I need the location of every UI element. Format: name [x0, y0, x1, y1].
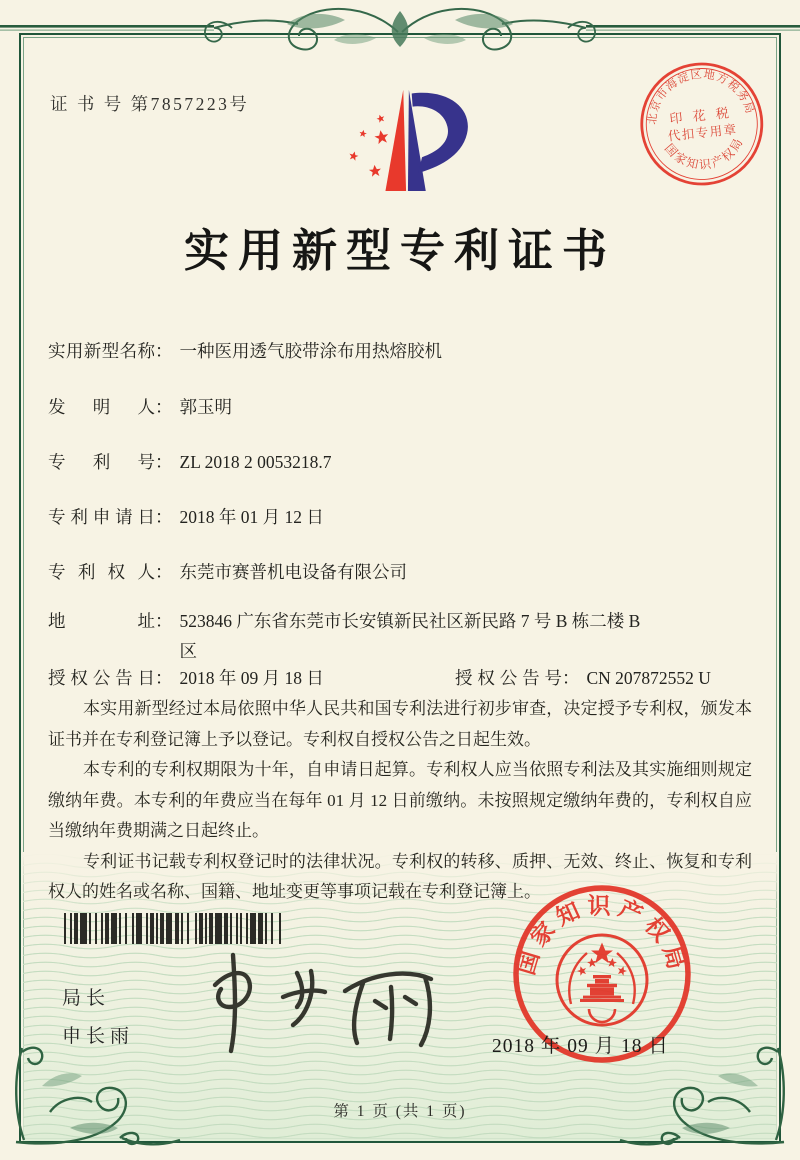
director-title: 局长 [62, 988, 111, 1009]
barcode-gap [281, 913, 283, 944]
field-label: 授权公告日 [48, 668, 155, 688]
tax-stamp-arc-bottom: 国家知识产权局 [661, 134, 747, 173]
field-label: 发明人 [48, 397, 155, 417]
field-utility-model-name [48, 336, 758, 366]
field-value: 523846 广东省东莞市长安镇新民社区新民路 7 号 B 栋二楼 B 区 [179, 611, 641, 661]
national-emblem [557, 935, 647, 1025]
field-colon: ： [155, 452, 173, 472]
field-patent-number [48, 447, 758, 477]
field-grant-number [455, 663, 711, 693]
paragraph-grant: 本实用新型经过本局依照中华人民共和国专利法进行初步审查，决定授予专利权，颁发本证书并在专利登记簿上予以登记。专利权自授权公告之日起生效。 [48, 699, 752, 749]
cnipa-seal-arc: 国家知识产权局 [513, 893, 691, 978]
field-value: 东莞市赛普机电设备有限公司 [179, 562, 407, 582]
field-patentee [48, 557, 758, 587]
field-label: 专利申请日 [48, 507, 155, 527]
field-colon: ： [155, 507, 173, 527]
field-colon: ： [155, 397, 173, 417]
field-inventor [48, 392, 758, 422]
field-colon: ： [155, 611, 173, 631]
top-ornament [0, 2, 800, 54]
tax-stamp-center-line2: 代扣专用章 [667, 122, 739, 144]
field-label: 专利权人 [48, 562, 155, 582]
paragraph-term: 本专利的专利权期限为十年，自申请日起算。专利权人应当依照专利法及其实施细则规定缴纳年费。本专利的年费应当在每年 01 月 12 日前缴纳。未按照规定缴纳年费的，专利权自应当缴纳年费期满之日起终止。 [48, 760, 752, 840]
field-address [48, 606, 758, 666]
cnipa-logo-icon [332, 84, 482, 206]
page-footer: 第 1 页 (共 1 页) [333, 1103, 467, 1120]
field-colon: ： [155, 562, 173, 582]
field-value: 2018 年 01 月 12 日 [179, 507, 324, 527]
director-name: 申长雨 [62, 1026, 135, 1047]
bottom-left-flourish [12, 1042, 192, 1152]
paragraph-register: 专利证书记载专利权登记时的法律状况。专利权的转移、质押、无效、终止、恢复和专利权人的姓名或名称、国籍、地址变更等事项记载在专利登记簿上。 [48, 851, 752, 901]
field-colon: ： [155, 341, 173, 361]
field-grant-row [48, 663, 758, 693]
revenue-stamp-seal [625, 49, 779, 203]
page-title: 实用新型专利证书 [183, 226, 616, 276]
field-value: 郭玉明 [179, 397, 232, 417]
field-label: 专利号 [48, 452, 155, 472]
barcode [64, 913, 310, 944]
field-label: 地址 [48, 611, 155, 631]
seal-date: 2018 年 09 月 18 日 [492, 1036, 669, 1057]
field-colon: ： [562, 668, 580, 688]
director-signature [185, 945, 450, 1057]
field-value: CN 207872552 U [586, 668, 711, 688]
field-grant-date [48, 668, 324, 688]
field-colon: ： [155, 668, 173, 688]
field-label: 授权公告号 [455, 668, 562, 688]
tax-stamp-arc-top: 北京市海淀区地方税务局 [646, 68, 756, 126]
field-value: 2018 年 09 月 18 日 [179, 668, 324, 688]
certificate-number: 证 书 号 第7857223号 [50, 94, 250, 114]
field-label: 实用新型名称 [48, 341, 155, 361]
field-filing-date [48, 502, 758, 532]
field-value: 一种医用透气胶带涂布用热熔胶机 [179, 341, 442, 361]
field-value: ZL 2018 2 0053218.7 [179, 452, 332, 472]
tax-stamp-center-line1: 印 花 税 [668, 104, 734, 127]
